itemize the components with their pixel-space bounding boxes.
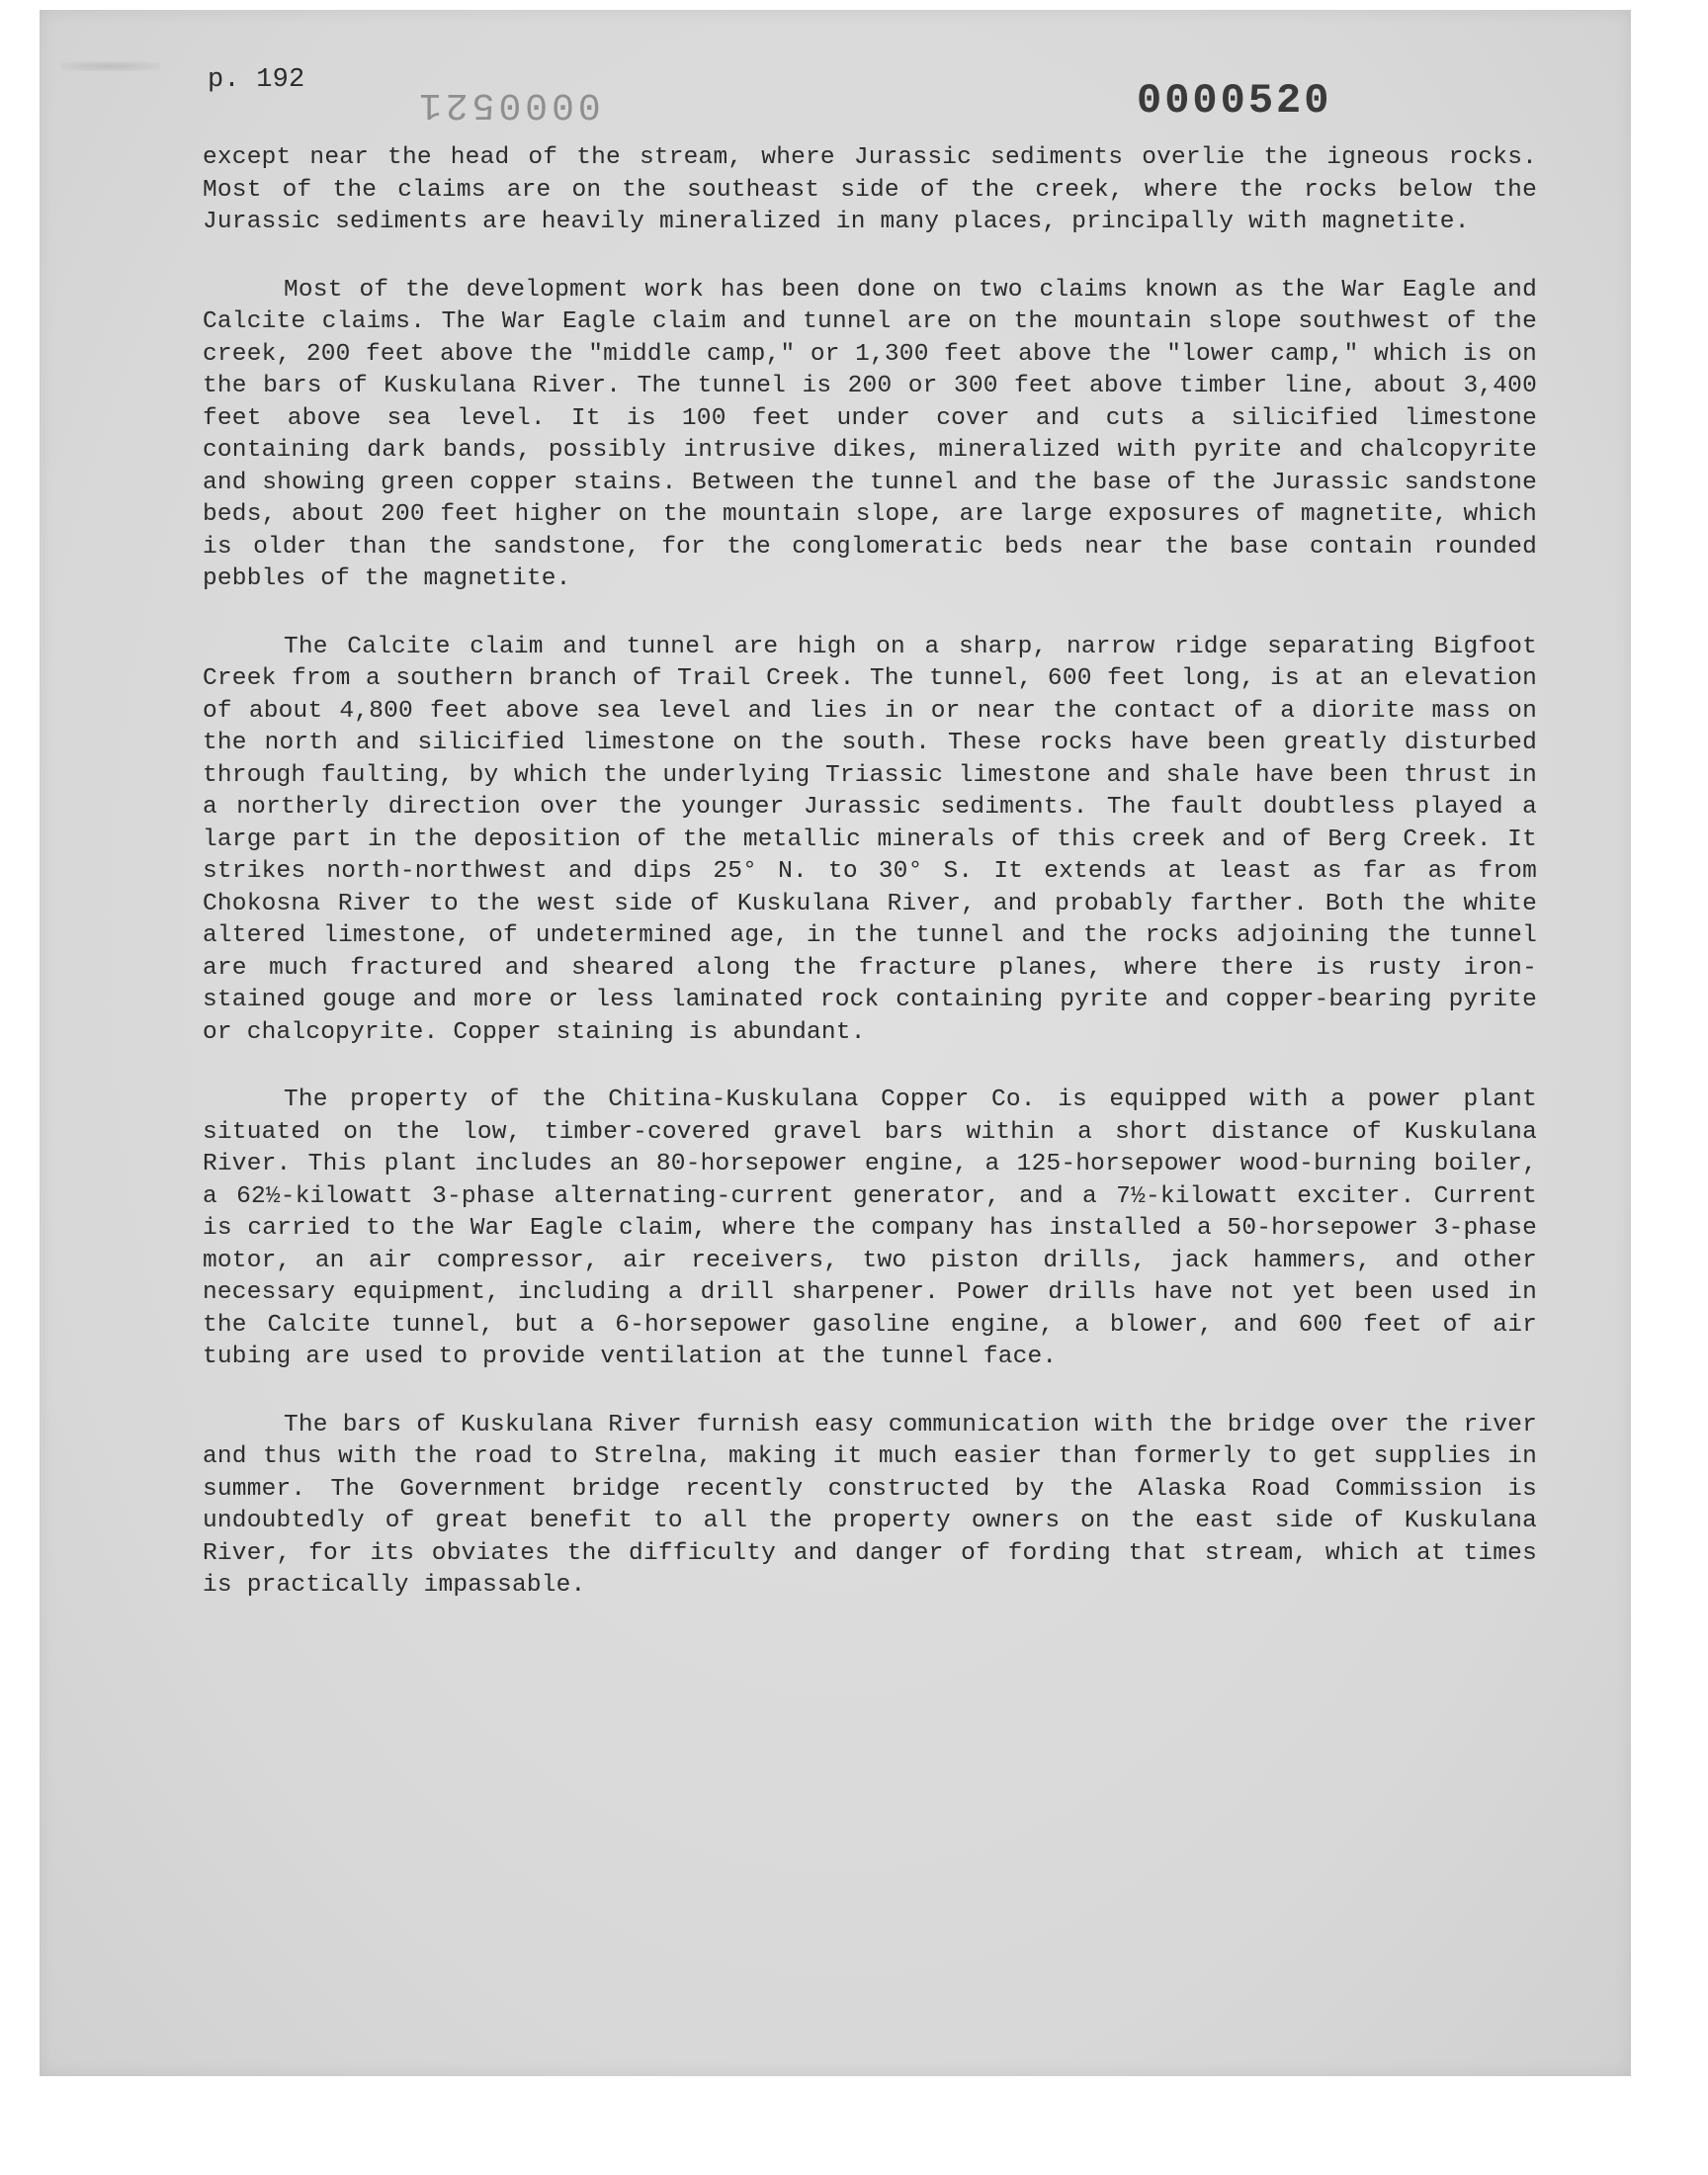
document-stamp-number: 0000520 <box>1137 77 1332 125</box>
paragraph-river-bars: The bars of Kuskulana River furnish easy communication with the bridge over the river and thus with the road to Strelna, making it much easier than formerly to get supplies in summer. The Government bridge recently constructed by the Alaska Road Commission is undoubtedly of great benefit to all the property owners on the east side of Kuskulana River, for its obviates the difficulty and danger of fording that stream, which at times is practically impassable. <box>203 1411 1537 1599</box>
paragraph-development-work: Most of the development work has been done on two claims known as the War Eagle and Calcite claims. The War Eagle claim and tunnel are on the mountain slope southwest of the creek, 200 feet above the "middle camp," or 1,300 feet above the "lower camp," which is on the bars of Kuskulana River. The tunnel is 200 or 300 feet above timber line, about 3,400 feet above sea level. It is 100 feet under cover and cuts a silicified limestone containing dark bands, possibly intrusive dikes, mineralized with pyrite and chalcopyrite and showing green copper stains. Between the tunnel and the base of the Jurassic sandstone beds, about 200 feet higher on the mountain slope, are large exposures of magnetite, which is older than the sandstone, for the conglomeratic beds near the base contain rounded pebbles of the magnetite. <box>203 276 1537 592</box>
page-reference: p. 192 <box>208 65 305 95</box>
paragraph-continuation: except near the head of the stream, where Jurassic sediments overlie the igneous rocks. Most of the claims are on the southeast side of the creek, where the rocks below the Jurassic sediments are heavily mineralized in many places, principally with magnetite. <box>203 144 1537 235</box>
paragraph-calcite-claim: The Calcite claim and tunnel are high on a sharp, narrow ridge separating Bigfoot Creek from a southern branch of Trail Creek. The tunnel, 600 feet long, is at an elevation of about 4,800 feet above sea level and lies in or near the contact of a diorite mass on the north and silicified limestone on the south. These rocks have been greatly disturbed through faulting, by which the underlying Triassic limestone and shale have been thrust in a northerly direction over the younger Jurassic sediments. The fault doubtless played a large part in the deposition of the metallic minerals of this creek and of Berg Creek. It strikes north-northwest and dips 25° N. to 30° S. It extends at least as far as from Chokosna River to the west side of Kuskulana River, and probably farther. Both the white altered limestone, of undetermined age, in the tunnel and the rocks adjoining the tunnel are much fractured and sheared along the fracture planes, where there is rusty iron-stained gouge and more or less laminated rock containing pyrite and copper-bearing pyrite or chalcopyrite. Copper staining is abundant. <box>203 633 1537 1046</box>
mirrored-stamp-number: 0000521 <box>415 83 601 126</box>
paragraph-power-plant: The property of the Chitina-Kuskulana Copper Co. is equipped with a power plant situated on the low, timber-covered gravel bars within a short distance of Kuskulana River. This plant includes an 80-horsepower engine, a 125-horsepower wood-burning boiler, a 62½-kilowatt 3-phase alternating-current generator, and a 7½-kilowatt exciter. Current is carried to the War Eagle claim, where the company has installed a 50-horsepower 3-phase motor, an air compressor, air receivers, two piston drills, jack hammers, and other necessary equipment, including a drill sharpener. Power drills have not yet been used in the Calcite tunnel, but a 6-horsepower gasoline engine, a blower, and 600 feet of air tubing are used to provide ventilation at the tunnel face. <box>203 1087 1537 1370</box>
document-body <box>203 142 1537 1638</box>
page-smudge <box>61 61 160 71</box>
